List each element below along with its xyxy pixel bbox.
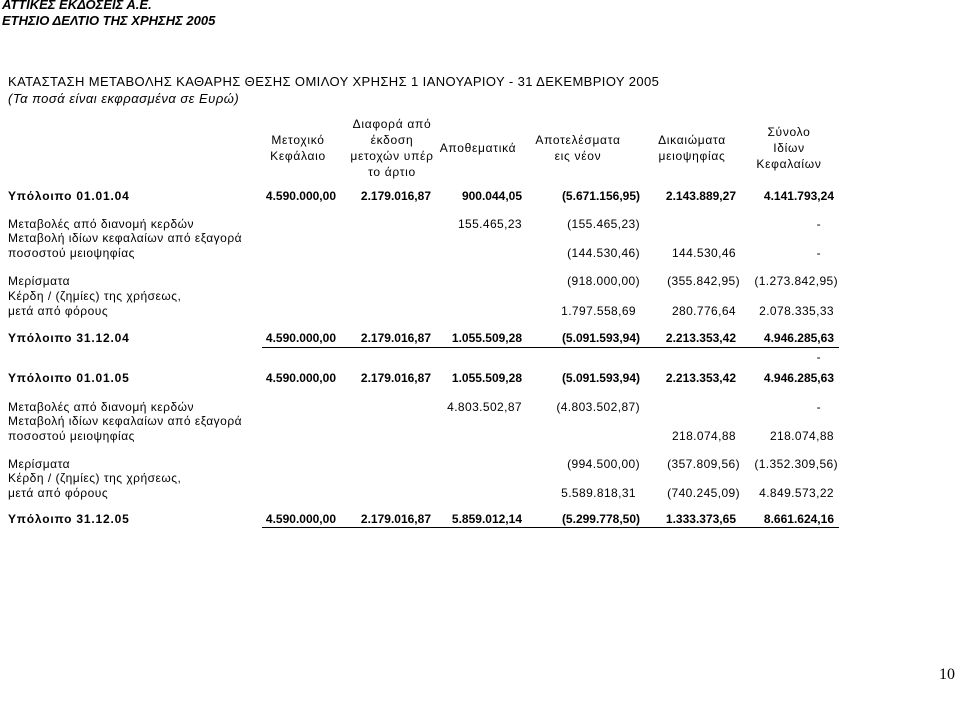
row-label-continued: ποσοστού μειοψηφίας (8, 245, 135, 260)
report-title: ΕΤΗΣΙΟ ΔΕΛΤΙΟ ΤΗΣ ΧΡΗΣΗΣ 2005 (2, 13, 216, 28)
page-number: 10 (939, 666, 955, 683)
row-balance-31-12-04 (0, 331, 960, 345)
row-label-continued: ποσοστού μειοψηφίας (8, 428, 135, 443)
cell-retained-earnings: (5.671.156,95) (561, 189, 640, 203)
cell-total-equity: - (816, 245, 821, 260)
column-header-line: εις νέον (554, 149, 602, 163)
cell-minority-interest: 1.333.373,65 (665, 512, 736, 526)
cell-reserves: 155.465,23 (457, 217, 522, 231)
row-net-profit-2004 (0, 289, 960, 318)
column-header-line: έκδοση (370, 133, 414, 147)
cell-total-equity: 4.946.285,63 (763, 331, 834, 345)
row-label: Υπόλοιπο 01.01.05 (8, 371, 130, 385)
column-header-line: Δικαιώματα (658, 133, 726, 147)
cell-retained-earnings: (918.000,00) (567, 274, 640, 288)
company-name: ΑΤΤΙΚΕΣ ΕΚΔΟΣΕΙΣ Α.Ε. (2, 0, 152, 12)
cell-share-capital: 4.590.000,00 (265, 512, 336, 526)
cell-share-capital: 4.590.000,00 (265, 189, 336, 203)
row-dividends-2005 (0, 457, 960, 471)
row-label: Μεταβολές από διανομή κερδών (8, 400, 194, 414)
row-minority-buyout-change-2005 (0, 414, 960, 443)
cell-total-equity: 4.141.793,24 (763, 189, 834, 203)
cell-minority-interest: 144.530,46 (671, 245, 736, 260)
row-label: Κέρδη / (ζημίες) της χρήσεως, (8, 289, 182, 303)
cell-total-equity: (1.352.309,56) (754, 457, 838, 471)
row-label: Υπόλοιπο 31.12.05 (8, 512, 130, 526)
cell-share-premium: 2.179.016,87 (360, 512, 431, 526)
cell-minority-interest: 2.143.889,27 (665, 189, 736, 203)
cell-reserves: 5.859.012,14 (451, 512, 522, 526)
cell-minority-interest: (357.809,56) (667, 457, 740, 471)
column-header-line: Σύνολο (767, 125, 811, 139)
cell-share-capital: 4.590.000,00 (265, 331, 336, 345)
row-label: Μερίσματα (8, 274, 71, 288)
cell-retained-earnings: (5.091.593,94) (561, 371, 640, 385)
row-label-continued: μετά από φόρους (8, 485, 109, 500)
column-header-line: Κεφαλαίων (756, 157, 822, 171)
row-label: Μερίσματα (8, 457, 71, 471)
cell-minority-interest: 2.213.353,42 (665, 371, 736, 385)
column-header-line: Αποθεματικά (439, 141, 517, 155)
row-balance-01-01-04 (0, 189, 960, 203)
row-label: Υπόλοιπο 01.01.04 (8, 189, 130, 203)
column-header-line: μετοχών υπέρ (350, 149, 434, 163)
column-header-line: Κεφάλαιο (270, 149, 326, 163)
cell-retained-earnings: (155.465,23) (567, 217, 640, 231)
cell-reserves: 1.055.509,28 (451, 331, 522, 345)
column-header-line: μειοψηφίας (658, 149, 726, 163)
cell-minority-interest: 280.776,64 (671, 303, 736, 318)
cell-total-equity: 8.661.624,16 (763, 512, 834, 526)
column-header-line: Αποτελέσματα (535, 133, 621, 147)
cell-total-equity: 2.078.335,33 (759, 303, 834, 318)
column-header-total-equity (734, 108, 844, 188)
currency-note: (Τα ποσά είναι εκφρασμένα σε Ευρώ) (8, 91, 240, 106)
cell-share-premium: 2.179.016,87 (360, 371, 431, 385)
cell-reserves: 4.803.502,87 (447, 400, 522, 414)
cell-retained-earnings: 5.589.818,31 (561, 485, 636, 500)
column-header-line: το άρτιο (368, 165, 416, 179)
total-underline-2005 (262, 527, 839, 528)
row-label: Μεταβολή ιδίων κεφαλαίων από εξαγορά (8, 231, 243, 245)
column-header-minority-interest (637, 108, 747, 188)
cell-retained-earnings: (144.530,46) (567, 245, 640, 260)
cell-retained-earnings: (4.803.502,87) (556, 400, 640, 414)
row-label: Μεταβολή ιδίων κεφαλαίων από εξαγορά (8, 414, 243, 428)
cell-total-equity: 4.946.285,63 (763, 371, 834, 385)
cell-retained-earnings: (5.299.778,50) (561, 512, 640, 526)
row-label-continued: μετά από φόρους (8, 303, 109, 318)
statement-title: ΚΑΤΑΣΤΑΣΗ ΜΕΤΑΒΟΛΗΣ ΚΑΘΑΡΗΣ ΘΕΣΗΣ ΟΜΙΛΟΥ ΧΡΗΣΗΣ 1 ΙΑΝΟΥΑΡΙΟΥ - 31 ΔΕΚΕΜΒΡΙΟΥ 2005 (8, 74, 660, 89)
cell-share-premium: 2.179.016,87 (360, 331, 431, 345)
cell-total-equity: 218.074,88 (769, 428, 834, 443)
column-header-reserves (423, 108, 533, 188)
cell-retained-earnings: (5.091.593,94) (561, 331, 640, 345)
row-net-profit-2005 (0, 471, 960, 500)
cell-total-equity: - (816, 400, 821, 414)
column-header-line: Διαφορά από (352, 117, 432, 131)
cell-minority-interest: (355.842,95) (667, 274, 740, 288)
row-balance-01-01-05 (0, 371, 960, 385)
row-label: Υπόλοιπο 31.12.04 (8, 331, 130, 345)
row-profit-distribution-changes-2004 (0, 217, 960, 231)
column-header-line: Ιδίων (773, 141, 805, 155)
row-minority-buyout-change-2004 (0, 231, 960, 260)
cell-total-equity: 4.849.573,22 (759, 485, 834, 500)
column-header-line: Μετοχικό (271, 133, 325, 147)
cell-reserves: 900.044,05 (461, 189, 522, 203)
cell-retained-earnings: 1.797.558,69 (561, 303, 636, 318)
row-dividends-2004 (0, 274, 960, 288)
row-total-check-mark (0, 350, 960, 364)
cell-minority-interest: (740.245,09) (667, 485, 740, 500)
cell-share-premium: 2.179.016,87 (360, 189, 431, 203)
row-profit-distribution-changes-2005 (0, 400, 960, 414)
row-label: Κέρδη / (ζημίες) της χρήσεως, (8, 471, 182, 485)
column-header-retained-earnings (523, 108, 633, 188)
total-underline-2004 (262, 347, 839, 348)
row-label: Μεταβολές από διανομή κερδών (8, 217, 194, 231)
cell-reserves: 1.055.509,28 (451, 371, 522, 385)
cell-total-equity: - (816, 217, 821, 231)
cell-retained-earnings: (994.500,00) (567, 457, 640, 471)
cell-total-equity: - (816, 350, 821, 364)
cell-minority-interest: 2.213.353,42 (665, 331, 736, 345)
cell-minority-interest: 218.074,88 (671, 428, 736, 443)
cell-total-equity: (1.273.842,95) (754, 274, 838, 288)
cell-share-capital: 4.590.000,00 (265, 371, 336, 385)
row-balance-31-12-05 (0, 512, 960, 526)
